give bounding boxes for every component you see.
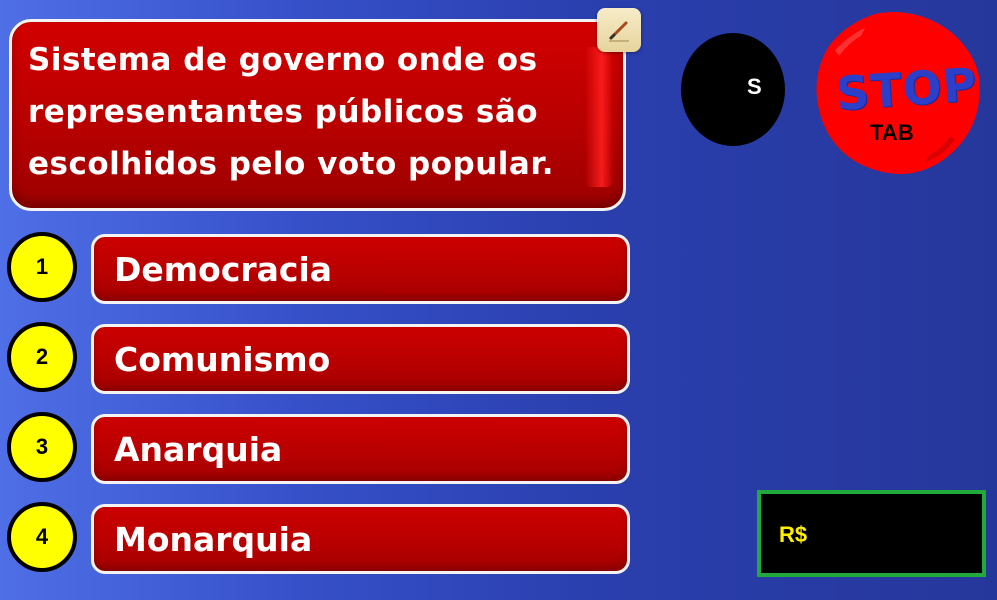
- edit-button[interactable]: [597, 8, 641, 52]
- answer-option-2[interactable]: Comunismo: [91, 324, 630, 394]
- answer-number-badge-3[interactable]: 3: [7, 412, 77, 482]
- answer-number-badge-2[interactable]: 2: [7, 322, 77, 392]
- answer-number-badge-4[interactable]: 4: [7, 502, 77, 572]
- answer-number-badge-1[interactable]: 1: [7, 232, 77, 302]
- answer-option-3[interactable]: Anarquia: [91, 414, 630, 484]
- prize-panel: [757, 490, 986, 577]
- question-box: [9, 19, 626, 211]
- timer-label: S: [747, 74, 762, 99]
- timer-circle: [681, 33, 785, 146]
- question-shine: [585, 47, 613, 187]
- question-text: Sistema de governo onde os representantes públicos são escolhidos pelo voto popular.: [28, 42, 554, 182]
- answer-option-1[interactable]: Democracia: [91, 234, 630, 304]
- answer-option-4[interactable]: Monarquia: [91, 504, 630, 574]
- prize-currency-label: R$: [779, 522, 808, 547]
- stop-key-hint: TAB: [870, 120, 914, 145]
- stop-label: STOP: [834, 57, 980, 121]
- pencil-icon: [605, 16, 633, 44]
